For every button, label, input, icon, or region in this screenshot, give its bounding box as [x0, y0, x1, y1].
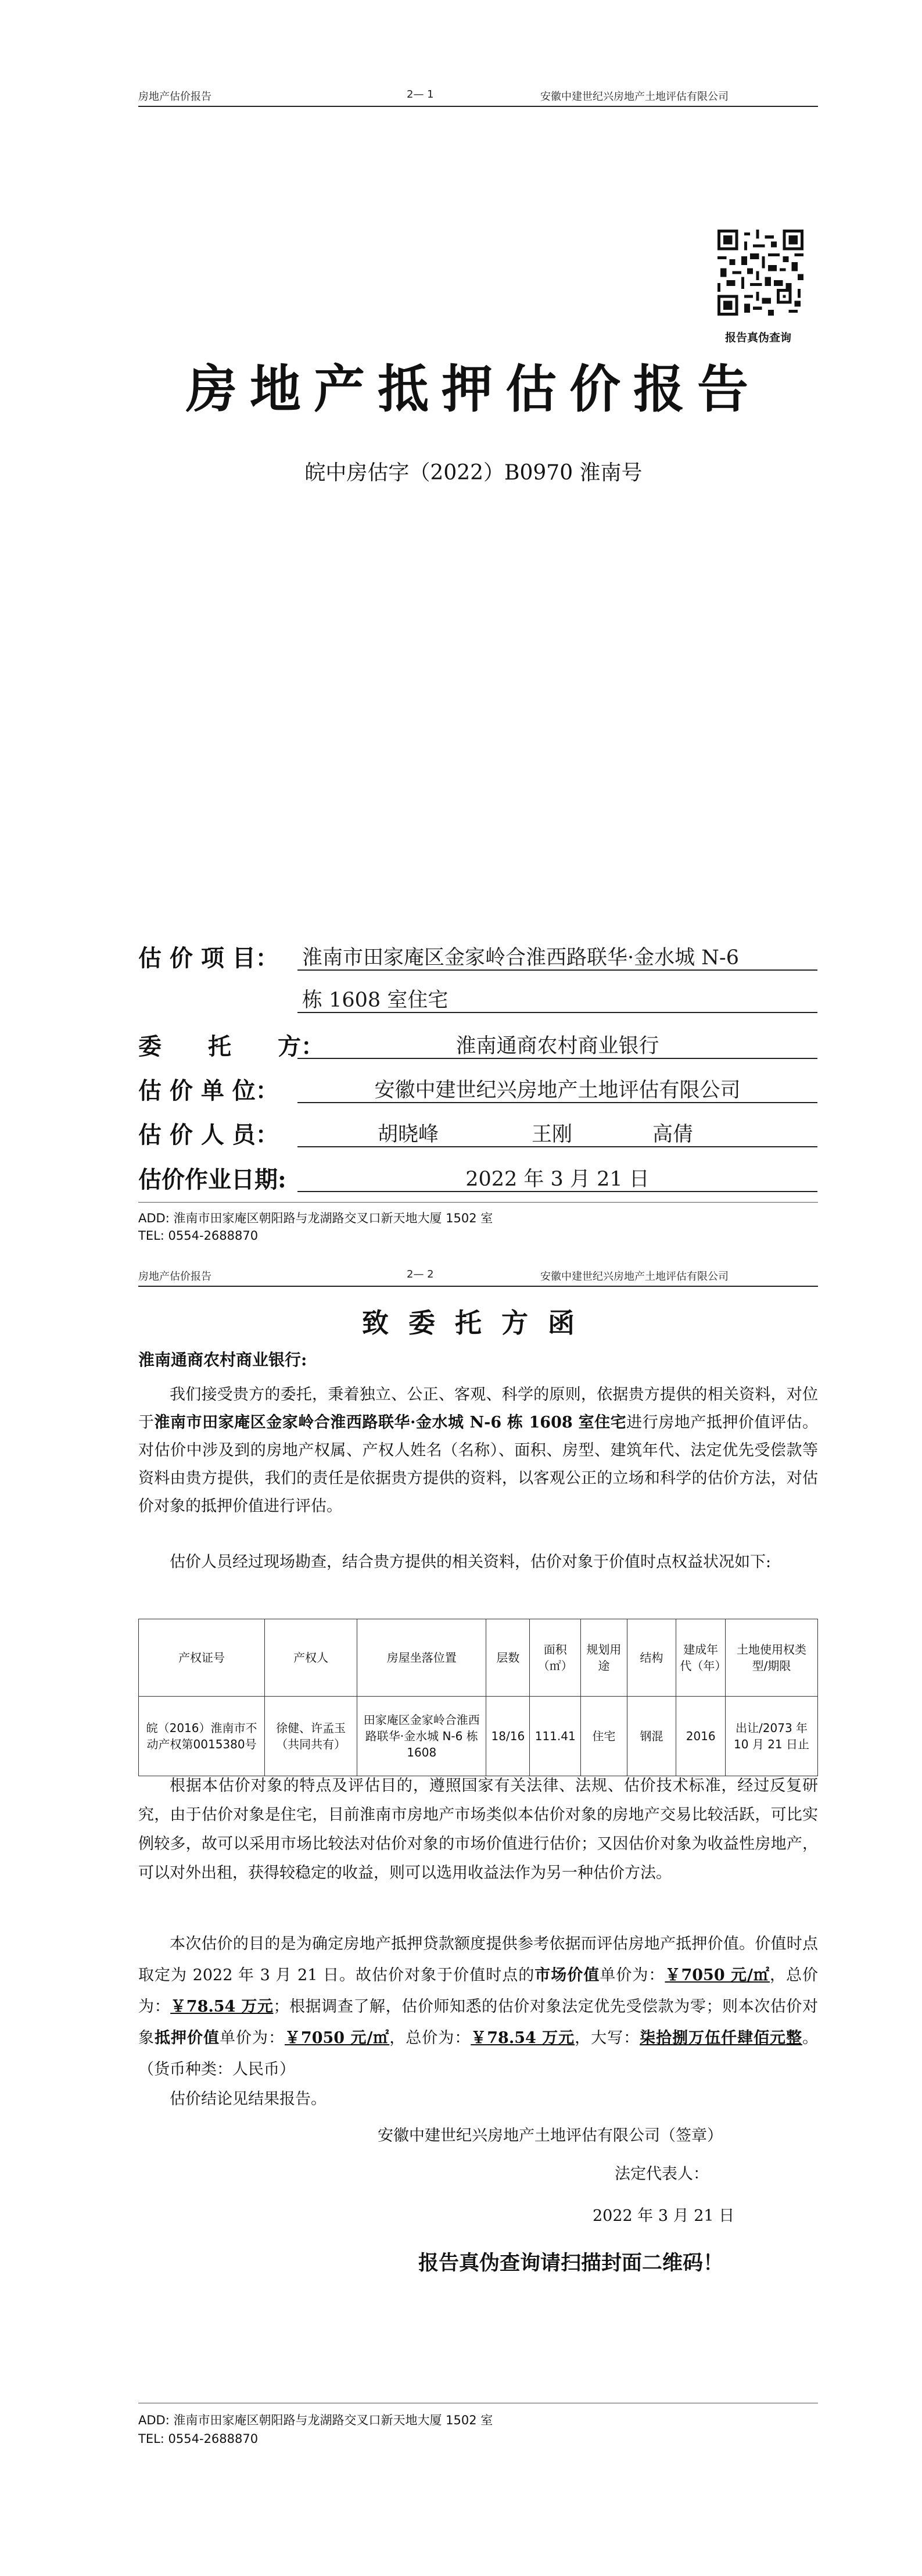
- page1-header-rule: [138, 106, 818, 107]
- p1-property-address: 淮南市田家庵区金家岭合淮西路联华·金水城 N-6 栋 1608 室住宅: [154, 1414, 627, 1432]
- client-label: 委 托 方：: [138, 1033, 324, 1060]
- p4-text-k: ，总价为：: [389, 2029, 471, 2047]
- market-unit-price: ￥7050 元/㎡: [665, 1966, 770, 1984]
- table-cell: 钢混: [627, 1697, 676, 1776]
- unit-label: 估 价 单 位：: [138, 1077, 279, 1104]
- table-cell: 徐健、许孟玉（共同共有）: [265, 1697, 357, 1776]
- paragraph-5: 估价结论见结果报告。: [170, 2090, 327, 2108]
- page1-footer-rule: [138, 1202, 818, 1203]
- unit-value: 安徽中建世纪兴房地产土地评估有限公司: [374, 1079, 741, 1102]
- page1-header-left: 房地产估价报告: [138, 91, 211, 103]
- staff-label: 估 价 人 员：: [138, 1121, 279, 1149]
- table-cell: 皖（2016）淮南市不动产权第0015380号: [139, 1697, 265, 1776]
- mortgage-total-price: ￥78.54 万元: [471, 2029, 575, 2047]
- table-header-row: [139, 1619, 818, 1697]
- paragraph-4: [138, 1929, 818, 2085]
- table-header-cell: 层数: [486, 1619, 530, 1697]
- property-rights-table: [138, 1619, 818, 1776]
- staff-name-3: 高倩: [652, 1123, 694, 1146]
- signature-company: 安徽中建世纪兴房地产土地评估有限公司（签章）: [378, 2127, 723, 2145]
- staff-name-2: 王刚: [532, 1123, 573, 1146]
- client-value: 淮南通商农村商业银行: [455, 1035, 659, 1058]
- verify-notice: 报告真伪查询请扫描封面二维码！: [418, 2251, 724, 2275]
- page2-header-page: 2— 2: [407, 1268, 434, 1280]
- client-underline: [297, 1058, 817, 1059]
- qr-code-icon[interactable]: [717, 230, 803, 316]
- project-underline-1: [297, 969, 817, 971]
- signature-representative: 法定代表人：: [615, 2165, 709, 2183]
- p1-text-a: 我们接受贵方的委托，秉着独立、公正、客观、科学的原则，依据贵方提供的相关资料，对位于: [138, 1386, 818, 1432]
- p4-text-c: 单价为：: [600, 1966, 665, 1984]
- page2-footer-address: ADD: 淮南市田家庵区朝阳路与龙湖路交叉口新天地大厦 1502 室: [138, 2413, 493, 2427]
- project-value-line2: 栋 1608 室住宅: [302, 989, 449, 1012]
- table-cell: 18/16: [486, 1697, 530, 1776]
- table-header-cell: 产权人: [265, 1619, 357, 1697]
- table-cell: 111.41: [530, 1697, 581, 1776]
- signature-date: 2022 年 3 月 21 日: [593, 2207, 735, 2225]
- letter-addressee: 淮南通商农村商业银行:: [138, 1350, 307, 1369]
- letter-heading: 致委托方函: [362, 1307, 594, 1339]
- table-cell: 田家庵区金家岭合淮西路联华·金水城 N-6 栋 1608: [357, 1697, 486, 1776]
- table-cell: 出让/2073 年 10 月 21 日止: [726, 1697, 818, 1776]
- page1-footer-address: ADD: 淮南市田家庵区朝阳路与龙湖路交叉口新天地大厦 1502 室: [138, 1211, 493, 1225]
- market-value-label: 市场价值: [534, 1966, 600, 1984]
- unit-underline: [297, 1102, 817, 1103]
- table-header-cell: 规划用途: [581, 1619, 627, 1697]
- table-header-cell: 结构: [627, 1619, 676, 1697]
- paragraph-2: 估价人员经过现场勘查，结合贵方提供的相关资料，估价对象于价值时点权益状况如下:: [170, 1553, 772, 1571]
- date-value: 2022 年 3 月 21 日: [465, 1168, 650, 1191]
- p4-text-a: 本次估价的目的是为确定房地产抵押贷款额度提供参考依据而评估房地产抵押价值。价值时点取定为 2022 年 3 月 21 日。故估价对象于价值时点的: [138, 1935, 818, 1984]
- page2-header-left: 房地产估价报告: [138, 1271, 211, 1283]
- table-cell: 住宅: [581, 1697, 627, 1776]
- p1-text-c: 进行房地产抵押价值评估。对估价中涉及到的房地产权属、产权人姓名（名称）、面积、房型、建筑年代、法定优先受偿款等资料由贵方提供，我们的责任是依据贵方提供的资料，以客观公正的立场和科学的估价方法，对估价对象的抵押价值进行评估。: [138, 1414, 818, 1515]
- p4-text-e: ，总价为：: [138, 1966, 819, 2016]
- date-label: 估价作业日期:: [138, 1166, 286, 1193]
- qr-label: 报告真伪查询: [725, 331, 792, 344]
- market-total-price: ￥78.54 万元: [170, 1998, 274, 2016]
- paragraph-3: 根据本估价对象的特点及评估目的，遵照国家有关法律、法规、估价技术标准，经过反复研究，由于估价对象是住宅，目前淮南市房地产市场类似本估价对象的房地产交易比较活跃，可比实例较多，故可以采用市场比较法对估价对象的市场价值进行估价；又因估价对象为收益性房地产，可以对外出租，获得较稳定的收益，则可以选用收益法作为另一种估价方法。: [138, 1777, 818, 1882]
- page1-footer-tel: TEL: 0554-2688870: [138, 1229, 259, 1243]
- p4-text-g: ；根据调查了解，估价师知悉的估价对象法定优先受偿款为零；则本次估价对象: [138, 1998, 818, 2047]
- table-cell: 2016: [676, 1697, 726, 1776]
- table-header-cell: 产权证号: [139, 1619, 265, 1697]
- table-header-cell: 房屋坐落位置: [357, 1619, 486, 1697]
- p4-text-i: 单价为：: [219, 2029, 285, 2047]
- page2-footer-tel: TEL: 0554-2688870: [138, 2432, 259, 2446]
- paragraph-1: [138, 1381, 818, 1520]
- amount-in-words: 柒拾捌万伍仟肆佰元整: [640, 2029, 803, 2047]
- staff-name-1: 胡晓峰: [378, 1123, 439, 1146]
- project-label: 估 价 项 目：: [138, 944, 279, 972]
- staff-underline: [297, 1146, 817, 1147]
- table-header-cell: 建成年代（年）: [676, 1619, 726, 1697]
- report-title: 房地产抵押估价报告: [185, 359, 761, 419]
- table-row: [139, 1697, 818, 1776]
- page1-header-right: 安徽中建世纪兴房地产土地评估有限公司: [540, 91, 729, 103]
- mortgage-unit-price: ￥7050 元/㎡: [284, 2029, 390, 2047]
- date-underline: [297, 1191, 817, 1192]
- project-value-line1: 淮南市田家庵区金家岭合淮西路联华·金水城 N-6: [302, 946, 739, 969]
- mortgage-value-label: 抵押价值: [155, 2029, 220, 2047]
- page2-header-right: 安徽中建世纪兴房地产土地评估有限公司: [540, 1271, 729, 1283]
- page1-header-page: 2— 1: [407, 88, 434, 101]
- table-header-cell: 面积（㎡）: [530, 1619, 581, 1697]
- p4-text-o: 。（货币种类：人民币）: [138, 2029, 819, 2078]
- p4-text-m: ，大写：: [575, 2029, 640, 2047]
- document-number: 皖中房估字（2022）B0970 淮南号: [304, 461, 643, 485]
- table-header-cell: 土地使用权类型/期限: [726, 1619, 818, 1697]
- page2-header-rule: [138, 1286, 818, 1287]
- project-underline-2: [297, 1012, 817, 1013]
